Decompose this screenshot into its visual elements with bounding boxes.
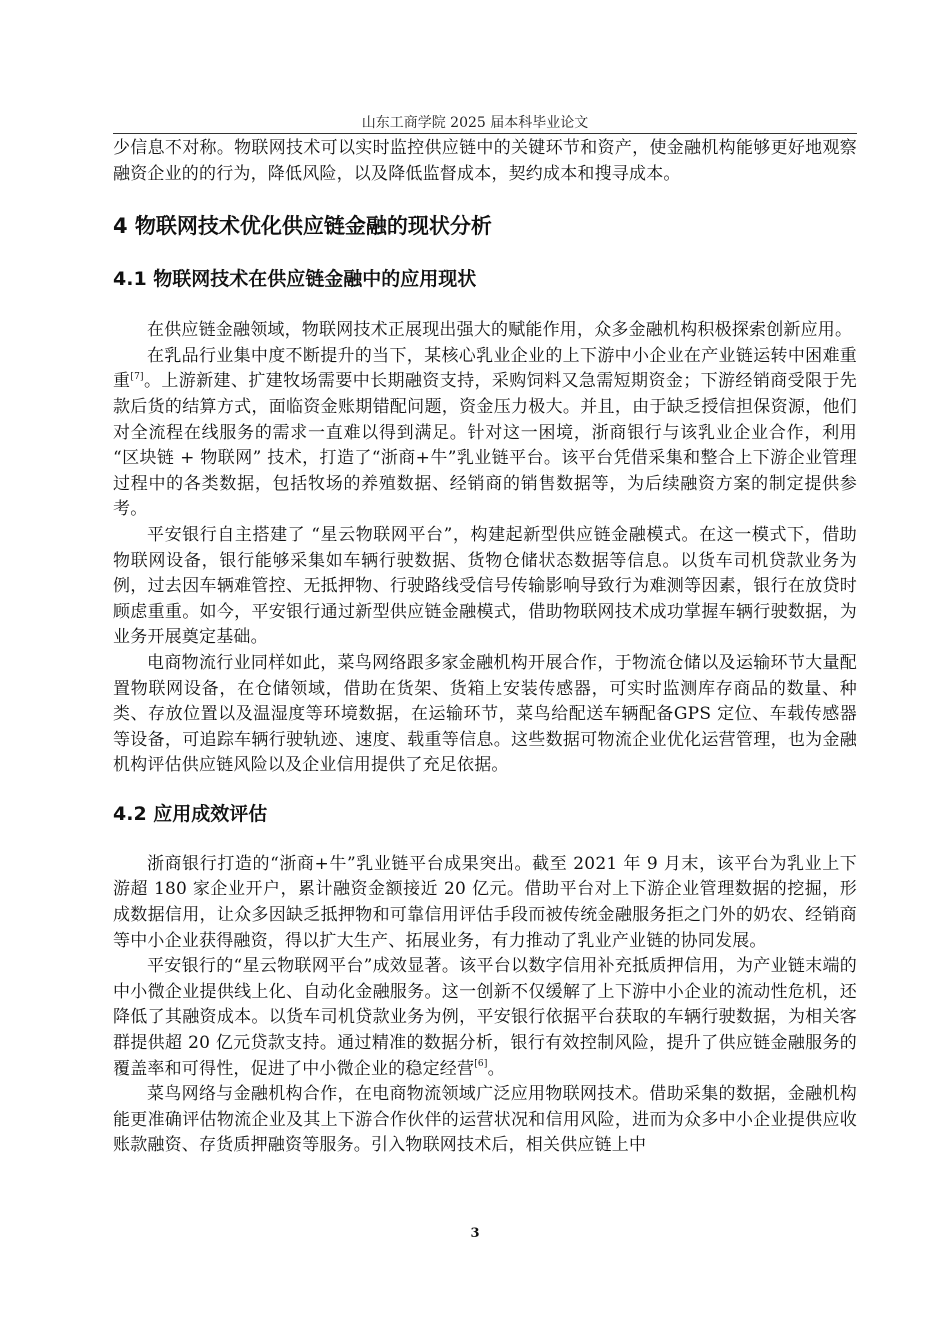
section-heading-4-2: 4.2 应用成效评估 xyxy=(113,802,268,825)
section-4-1-paragraph-4: 电商物流行业同样如此，菜鸟网络跟多家金融机构开展合作，于物流仓储以及运输环节大量配置物联网设备，在仓储领域，借助在货架、货箱上安装传感器，可实时监测库存商品的数量、种类、存放位置以及温湿度等环境数据，在运输环节，菜鸟给配送车辆配备GPS 定位、车载传感器等设备，可追踪车辆行驶轨迹、速度、载重等信息。这些数据可物流企业优化运营管理，也为金融机构评估供应链风险以及企业信用提供了充足依据。 xyxy=(113,652,857,776)
citation-ref-7[interactable]: [7] xyxy=(130,371,144,382)
section-4-2-paragraph-3: 菜鸟网络与金融机构合作，在电商物流领域广泛应用物联网技术。借助采集的数据，金融机构能更准确评估物流企业及其上下游合作伙伴的运营状况和信用风险，进而为众多中小企业提供应收账款融资、存货质押融资等服务。引入物联网技术后，相关供应链上中 xyxy=(113,1084,857,1156)
section-4-2-paragraph-2 xyxy=(113,954,857,1082)
paragraph-text: 在乳品行业集中度不断提升的当下，某核心乳业企业的上下游中小企业在产业链运转中困难重重 xyxy=(113,345,857,392)
paragraph-text: 。 xyxy=(487,1058,505,1079)
section-4-1-paragraph-1: 在供应链金融领域，物联网技术正展现出强大的赋能作用，众多金融机构积极探索创新应用。 xyxy=(147,320,853,341)
header-divider xyxy=(113,133,857,134)
paragraph-text: 平安银行的“星云物联网平台”成效显著。该平台以数字信用补充抵质押信用，为产业链末端的中小微企业提供线上化、自动化金融服务。这一创新不仅缓解了上下游中小企业的流动性危机，还降低了其融资成本。以货车司机贷款业务为例，平安银行依据平台获取的车辆行驶数据，为相关客群提供超 20 亿元贷款支持。通过精准的数据分析，银行有效控制风险，提升了供应链金融服务的覆盖率和可得性，促进了中小微企业的稳定经营 xyxy=(113,956,857,1079)
running-header: 山东工商学院 2025 届本科毕业论文 xyxy=(361,115,589,131)
chapter-heading: 4 物联网技术优化供应链金融的现状分析 xyxy=(113,214,492,239)
citation-ref-6[interactable]: [6] xyxy=(474,1058,488,1069)
section-4-2-paragraph-1: 浙商银行打造的“浙商+牛”乳业链平台成果突出。截至 2021 年 9 月末，该平台为乳业上下游超 180 家企业开户，累计融资金额接近 20 亿元。借助平台对上下游企业管理数据的挖掘，形成数据信用，让众多因缺乏抵押物和可靠信用评估手段而被传统金融服务拒之门外的奶农、经销商等中小企业获得融资，得以扩大生产、拓展业务，有力推动了乳业产业链的协同发展。 xyxy=(113,853,857,951)
section-4-1-paragraph-2 xyxy=(113,344,857,523)
page-number: 3 xyxy=(470,1226,480,1241)
section-4-1-paragraph-3: 平安银行自主搭建了 “星云物联网平台”，构建起新型供应链金融模式。在这一模式下，借助物联网设备，银行能够采集如车辆行驶数据、货物仓储状态数据等信息。以货车司机贷款业务为例，过去因车辆难管控、无抵押物、行驶路线受信号传输影响导致行为难测等因素，银行在放贷时顾虑重重。如今，平安银行通过新型供应链金融模式，借助物联网技术成功掌握车辆行驶数据，为业务开展奠定基础。 xyxy=(113,524,857,648)
section-heading-4-1: 4.1 物联网技术在供应链金融中的应用现状 xyxy=(113,268,477,291)
paragraph-text: 。上游新建、扩建牧场需要中长期融资支持，采购饲料又急需短期资金；下游经销商受限于先款后货的结算方式，面临资金账期错配问题，资金压力极大。并且，由于缺乏授信担保资源，他们对全流程在线服务的需求一直难以得到满足。针对这一困境，浙商银行与该乳业企业合作，利用 “区块链 + 物联网” 技术，打造了“浙商+牛”乳业链平台。该平台凭借采集和整合上下游企业管理过程中的各类数据，包括牧场的养殖数据、经销商的销售数据等，为后续融资方案的制定提供参考。 xyxy=(113,371,858,520)
page-content xyxy=(113,136,857,1159)
intro-continuation-paragraph: 少信息不对称。物联网技术可以实时监控供应链中的关键环节和资产，使金融机构能够更好地观察融资企业的的行为，降低风险，以及降低监督成本，契约成本和搜寻成本。 xyxy=(113,138,857,184)
